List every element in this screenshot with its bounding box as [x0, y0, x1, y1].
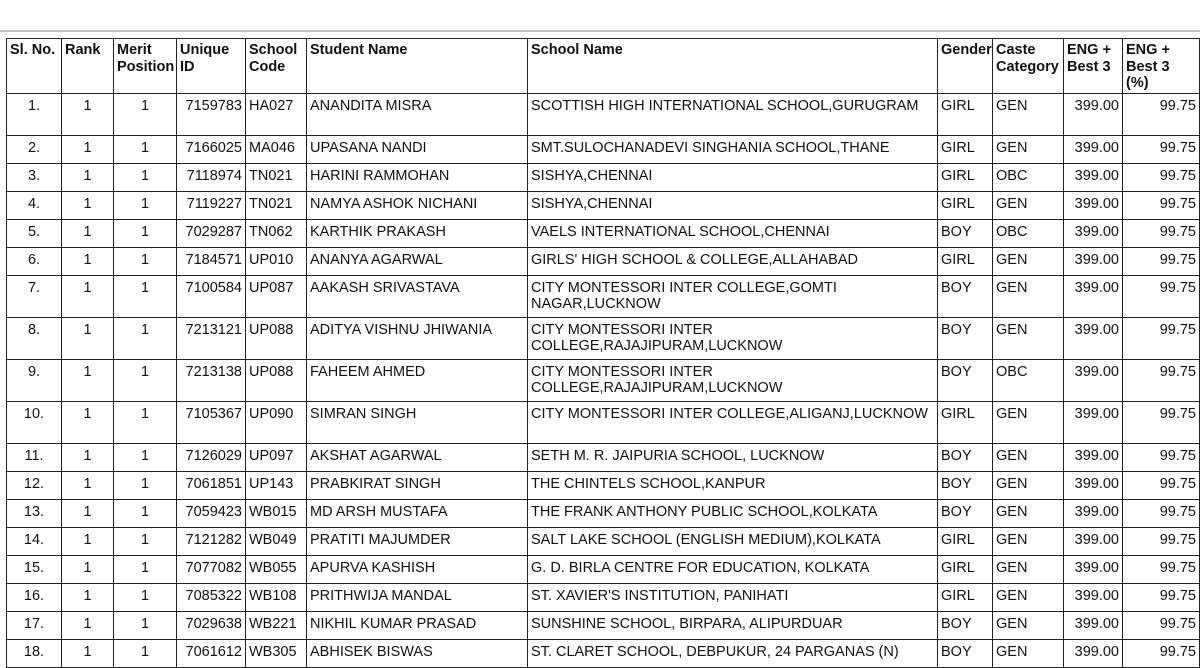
cell-rank: 1 [62, 443, 114, 471]
cell-caste-category: GEN [993, 191, 1064, 219]
cell-student-name: ANANYA AGARWAL [307, 247, 528, 275]
cell-sl-no: 4. [7, 191, 62, 219]
cell-sl-no: 14. [7, 527, 62, 555]
cell-gender: GIRL [938, 555, 993, 583]
cell-school-name: SETH M. R. JAIPURIA SCHOOL, LUCKNOW [528, 443, 938, 471]
cell-gender: BOY [938, 639, 993, 667]
cell-school-name: VAELS INTERNATIONAL SCHOOL,CHENNAI [528, 219, 938, 247]
cell-gender: GIRL [938, 163, 993, 191]
cell-school-name: CITY MONTESSORI INTER COLLEGE,RAJAJIPURAM,LUCKNOW [528, 359, 938, 401]
cell-eng-best3: 399.00 [1064, 247, 1123, 275]
table-row [7, 611, 1200, 639]
cell-rank: 1 [62, 611, 114, 639]
cell-eng-best3: 399.00 [1064, 317, 1123, 359]
cell-rank: 1 [62, 499, 114, 527]
cell-eng-best3-percent: 99.75 [1123, 163, 1200, 191]
cell-sl-no: 15. [7, 555, 62, 583]
cell-rank: 1 [62, 219, 114, 247]
cell-caste-category: GEN [993, 247, 1064, 275]
cell-merit-position: 1 [114, 219, 177, 247]
cell-eng-best3: 399.00 [1064, 611, 1123, 639]
cell-merit-position: 1 [114, 499, 177, 527]
cell-school-code: WB305 [246, 639, 307, 667]
cell-eng-best3: 399.00 [1064, 359, 1123, 401]
cell-school-name: CITY MONTESSORI INTER COLLEGE,GOMTI NAGAR,LUCKNOW [528, 275, 938, 317]
table-row [7, 247, 1200, 275]
cell-student-name: PRABKIRAT SINGH [307, 471, 528, 499]
cell-eng-best3: 399.00 [1064, 401, 1123, 443]
cell-school-name: CITY MONTESSORI INTER COLLEGE,RAJAJIPURAM,LUCKNOW [528, 317, 938, 359]
table-row [7, 555, 1200, 583]
cell-unique-id: 7166025 [177, 135, 246, 163]
cell-school-name: SISHYA,CHENNAI [528, 163, 938, 191]
cell-merit-position: 1 [114, 527, 177, 555]
header-merit-position: Merit Position [114, 39, 177, 94]
cell-school-name: GIRLS' HIGH SCHOOL & COLLEGE,ALLAHABAD [528, 247, 938, 275]
cell-eng-best3: 399.00 [1064, 555, 1123, 583]
cell-eng-best3: 399.00 [1064, 219, 1123, 247]
cell-eng-best3: 399.00 [1064, 275, 1123, 317]
cell-rank: 1 [62, 471, 114, 499]
cell-student-name: NIKHIL KUMAR PRASAD [307, 611, 528, 639]
cell-school-code: WB221 [246, 611, 307, 639]
cell-school-code: UP010 [246, 247, 307, 275]
table-row [7, 359, 1200, 401]
cell-school-code: WB108 [246, 583, 307, 611]
top-divider [0, 30, 1200, 32]
cell-gender: BOY [938, 359, 993, 401]
cell-merit-position: 1 [114, 639, 177, 667]
cell-unique-id: 7061612 [177, 639, 246, 667]
header-school-name: School Name [528, 39, 938, 94]
cell-rank: 1 [62, 317, 114, 359]
cell-caste-category: GEN [993, 93, 1064, 135]
cell-unique-id: 7184571 [177, 247, 246, 275]
cell-unique-id: 7100584 [177, 275, 246, 317]
cell-eng-best3-percent: 99.75 [1123, 359, 1200, 401]
cell-unique-id: 7061851 [177, 471, 246, 499]
cell-merit-position: 1 [114, 471, 177, 499]
table-row [7, 499, 1200, 527]
cell-unique-id: 7059423 [177, 499, 246, 527]
cell-caste-category: OBC [993, 219, 1064, 247]
cell-sl-no: 17. [7, 611, 62, 639]
cell-gender: BOY [938, 219, 993, 247]
header-eng-best3-percent: ENG + Best 3 (%) [1123, 39, 1200, 94]
cell-sl-no: 8. [7, 317, 62, 359]
cell-student-name: SIMRAN SINGH [307, 401, 528, 443]
cell-eng-best3: 399.00 [1064, 191, 1123, 219]
cell-gender: GIRL [938, 93, 993, 135]
cell-student-name: NAMYA ASHOK NICHANI [307, 191, 528, 219]
cell-sl-no: 10. [7, 401, 62, 443]
cell-sl-no: 5. [7, 219, 62, 247]
cell-school-code: WB015 [246, 499, 307, 527]
header-school-code: School Code [246, 39, 307, 94]
cell-gender: GIRL [938, 247, 993, 275]
header-gender: Gender [938, 39, 993, 94]
table-body [7, 93, 1200, 667]
cell-merit-position: 1 [114, 443, 177, 471]
cell-eng-best3-percent: 99.75 [1123, 247, 1200, 275]
cell-school-name: SISHYA,CHENNAI [528, 191, 938, 219]
cell-sl-no: 3. [7, 163, 62, 191]
cell-student-name: AAKASH SRIVASTAVA [307, 275, 528, 317]
cell-unique-id: 7085322 [177, 583, 246, 611]
cell-school-code: UP143 [246, 471, 307, 499]
cell-gender: GIRL [938, 135, 993, 163]
cell-merit-position: 1 [114, 191, 177, 219]
cell-rank: 1 [62, 555, 114, 583]
cell-unique-id: 7029638 [177, 611, 246, 639]
cell-unique-id: 7077082 [177, 555, 246, 583]
header-sl-no: Sl. No. [7, 39, 62, 94]
cell-unique-id: 7213121 [177, 317, 246, 359]
cell-student-name: AKSHAT AGARWAL [307, 443, 528, 471]
cell-merit-position: 1 [114, 611, 177, 639]
cell-merit-position: 1 [114, 359, 177, 401]
cell-eng-best3-percent: 99.75 [1123, 401, 1200, 443]
cell-sl-no: 6. [7, 247, 62, 275]
cell-eng-best3-percent: 99.75 [1123, 555, 1200, 583]
header-unique-id: Unique ID [177, 39, 246, 94]
cell-gender: GIRL [938, 401, 993, 443]
cell-school-code: UP088 [246, 317, 307, 359]
cell-unique-id: 7029287 [177, 219, 246, 247]
cell-caste-category: GEN [993, 555, 1064, 583]
cell-eng-best3-percent: 99.75 [1123, 443, 1200, 471]
cell-student-name: ADITYA VISHNU JHIWANIA [307, 317, 528, 359]
cell-rank: 1 [62, 191, 114, 219]
cell-school-name: ST. XAVIER'S INSTITUTION, PANIHATI [528, 583, 938, 611]
cell-caste-category: OBC [993, 163, 1064, 191]
cell-sl-no: 9. [7, 359, 62, 401]
cell-school-name: SUNSHINE SCHOOL, BIRPARA, ALIPURDUAR [528, 611, 938, 639]
cell-caste-category: GEN [993, 611, 1064, 639]
table-row [7, 639, 1200, 667]
cell-school-name: G. D. BIRLA CENTRE FOR EDUCATION, KOLKATA [528, 555, 938, 583]
cell-gender: BOY [938, 275, 993, 317]
table-row [7, 317, 1200, 359]
cell-eng-best3: 399.00 [1064, 499, 1123, 527]
cell-school-name: SMT.SULOCHANADEVI SINGHANIA SCHOOL,THANE [528, 135, 938, 163]
cell-unique-id: 7105367 [177, 401, 246, 443]
table-row [7, 443, 1200, 471]
cell-merit-position: 1 [114, 163, 177, 191]
cell-caste-category: GEN [993, 499, 1064, 527]
cell-rank: 1 [62, 527, 114, 555]
cell-rank: 1 [62, 639, 114, 667]
cell-gender: GIRL [938, 583, 993, 611]
cell-student-name: MD ARSH MUSTAFA [307, 499, 528, 527]
header-rank: Rank [62, 39, 114, 94]
cell-eng-best3-percent: 99.75 [1123, 219, 1200, 247]
cell-sl-no: 2. [7, 135, 62, 163]
cell-unique-id: 7118974 [177, 163, 246, 191]
table-row [7, 93, 1200, 135]
cell-eng-best3: 399.00 [1064, 639, 1123, 667]
table-row [7, 471, 1200, 499]
cell-unique-id: 7121282 [177, 527, 246, 555]
cell-student-name: FAHEEM AHMED [307, 359, 528, 401]
cell-sl-no: 16. [7, 583, 62, 611]
cell-gender: GIRL [938, 527, 993, 555]
cell-rank: 1 [62, 401, 114, 443]
cell-unique-id: 7119227 [177, 191, 246, 219]
cell-caste-category: GEN [993, 583, 1064, 611]
cell-merit-position: 1 [114, 275, 177, 317]
cell-caste-category: GEN [993, 471, 1064, 499]
merit-list-table [6, 38, 1200, 668]
cell-school-code: TN021 [246, 191, 307, 219]
cell-eng-best3-percent: 99.75 [1123, 275, 1200, 317]
cell-eng-best3-percent: 99.75 [1123, 471, 1200, 499]
cell-school-name: THE FRANK ANTHONY PUBLIC SCHOOL,KOLKATA [528, 499, 938, 527]
table-row [7, 401, 1200, 443]
cell-unique-id: 7159783 [177, 93, 246, 135]
cell-caste-category: GEN [993, 275, 1064, 317]
cell-rank: 1 [62, 93, 114, 135]
cell-eng-best3-percent: 99.75 [1123, 499, 1200, 527]
cell-eng-best3-percent: 99.75 [1123, 639, 1200, 667]
cell-eng-best3: 399.00 [1064, 135, 1123, 163]
table-row [7, 191, 1200, 219]
table-header-row [7, 39, 1200, 94]
cell-student-name: PRATITI MAJUMDER [307, 527, 528, 555]
cell-sl-no: 11. [7, 443, 62, 471]
cell-eng-best3-percent: 99.75 [1123, 93, 1200, 135]
cell-caste-category: GEN [993, 527, 1064, 555]
cell-school-code: UP088 [246, 359, 307, 401]
table-row [7, 583, 1200, 611]
cell-student-name: ANANDITA MISRA [307, 93, 528, 135]
cell-eng-best3: 399.00 [1064, 527, 1123, 555]
cell-student-name: HARINI RAMMOHAN [307, 163, 528, 191]
header-caste-category: Caste Category [993, 39, 1064, 94]
cell-eng-best3: 399.00 [1064, 471, 1123, 499]
cell-school-name: CITY MONTESSORI INTER COLLEGE,ALIGANJ,LUCKNOW [528, 401, 938, 443]
cell-sl-no: 12. [7, 471, 62, 499]
table-row [7, 163, 1200, 191]
cell-merit-position: 1 [114, 135, 177, 163]
cell-gender: BOY [938, 499, 993, 527]
cell-gender: BOY [938, 443, 993, 471]
cell-rank: 1 [62, 247, 114, 275]
cell-gender: GIRL [938, 191, 993, 219]
header-eng-best3: ENG + Best 3 [1064, 39, 1123, 94]
cell-eng-best3-percent: 99.75 [1123, 135, 1200, 163]
cell-school-name: THE CHINTELS SCHOOL,KANPUR [528, 471, 938, 499]
cell-school-code: MA046 [246, 135, 307, 163]
cell-unique-id: 7213138 [177, 359, 246, 401]
cell-caste-category: GEN [993, 639, 1064, 667]
cell-eng-best3-percent: 99.75 [1123, 583, 1200, 611]
cell-school-name: SCOTTISH HIGH INTERNATIONAL SCHOOL,GURUGRAM [528, 93, 938, 135]
table-row [7, 527, 1200, 555]
cell-eng-best3: 399.00 [1064, 163, 1123, 191]
table-row [7, 219, 1200, 247]
cell-eng-best3: 399.00 [1064, 443, 1123, 471]
cell-gender: BOY [938, 611, 993, 639]
cell-student-name: UPASANA NANDI [307, 135, 528, 163]
cell-merit-position: 1 [114, 317, 177, 359]
cell-eng-best3-percent: 99.75 [1123, 191, 1200, 219]
cell-school-code: HA027 [246, 93, 307, 135]
cell-rank: 1 [62, 135, 114, 163]
cell-caste-category: GEN [993, 443, 1064, 471]
cell-school-name: ST. CLARET SCHOOL, DEBPUKUR, 24 PARGANAS (N) [528, 639, 938, 667]
cell-rank: 1 [62, 275, 114, 317]
cell-gender: BOY [938, 317, 993, 359]
cell-school-code: WB055 [246, 555, 307, 583]
cell-gender: BOY [938, 471, 993, 499]
cell-school-code: UP090 [246, 401, 307, 443]
cell-sl-no: 18. [7, 639, 62, 667]
cell-eng-best3-percent: 99.75 [1123, 317, 1200, 359]
header-student-name: Student Name [307, 39, 528, 94]
cell-student-name: APURVA KASHISH [307, 555, 528, 583]
cell-student-name: KARTHIK PRAKASH [307, 219, 528, 247]
cell-caste-category: OBC [993, 359, 1064, 401]
cell-merit-position: 1 [114, 555, 177, 583]
cell-caste-category: GEN [993, 135, 1064, 163]
cell-rank: 1 [62, 583, 114, 611]
cell-caste-category: GEN [993, 317, 1064, 359]
cell-rank: 1 [62, 163, 114, 191]
cell-eng-best3: 399.00 [1064, 93, 1123, 135]
cell-merit-position: 1 [114, 401, 177, 443]
cell-student-name: ABHISEK BISWAS [307, 639, 528, 667]
cell-eng-best3: 399.00 [1064, 583, 1123, 611]
cell-school-name: SALT LAKE SCHOOL (ENGLISH MEDIUM),KOLKATA [528, 527, 938, 555]
cell-sl-no: 7. [7, 275, 62, 317]
cell-school-code: WB049 [246, 527, 307, 555]
cell-sl-no: 1. [7, 93, 62, 135]
cell-caste-category: GEN [993, 401, 1064, 443]
cell-school-code: TN062 [246, 219, 307, 247]
cell-eng-best3-percent: 99.75 [1123, 611, 1200, 639]
cell-school-code: UP087 [246, 275, 307, 317]
cell-unique-id: 7126029 [177, 443, 246, 471]
cell-sl-no: 13. [7, 499, 62, 527]
cell-merit-position: 1 [114, 583, 177, 611]
table-row [7, 135, 1200, 163]
cell-school-code: TN021 [246, 163, 307, 191]
cell-student-name: PRITHWIJA MANDAL [307, 583, 528, 611]
cell-eng-best3-percent: 99.75 [1123, 527, 1200, 555]
cell-school-code: UP097 [246, 443, 307, 471]
cell-rank: 1 [62, 359, 114, 401]
table-row [7, 275, 1200, 317]
cell-merit-position: 1 [114, 93, 177, 135]
cell-merit-position: 1 [114, 247, 177, 275]
